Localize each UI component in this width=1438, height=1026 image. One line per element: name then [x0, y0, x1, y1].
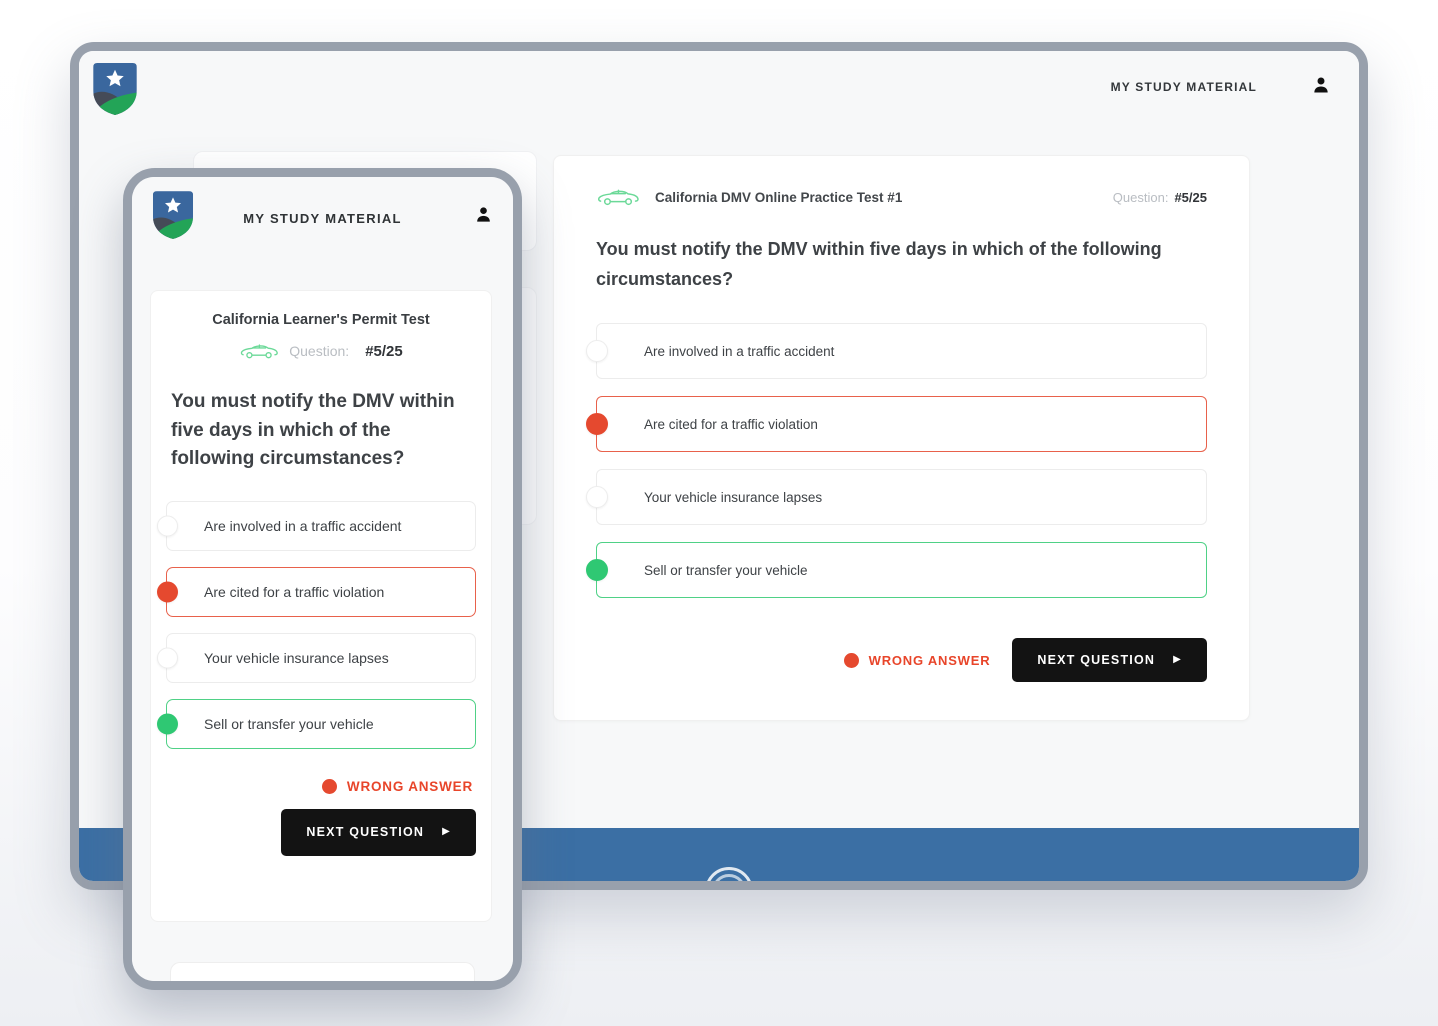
wrong-answer-dot-icon: [322, 779, 337, 794]
shield-star-logo-icon: [92, 62, 138, 116]
answer-option[interactable]: [166, 699, 476, 749]
car-icon: [596, 186, 640, 208]
answer-option-label: Are cited for a traffic violation: [644, 416, 818, 432]
radio-indicator: [157, 515, 178, 536]
radio-indicator: [586, 559, 608, 581]
radio-indicator: [157, 581, 178, 602]
shield-star-logo-icon: [152, 190, 194, 240]
next-question-label: NEXT QUESTION: [306, 825, 425, 839]
play-arrow-icon: ▶: [1173, 654, 1182, 666]
footer-rings-icon: [705, 867, 753, 881]
answer-option[interactable]: [166, 567, 476, 617]
question-text: You must notify the DMV within five days in which of the following circumstances?: [596, 239, 1162, 289]
test-info: [596, 186, 902, 208]
quiz-topbar: [596, 186, 1207, 208]
car-icon: [239, 341, 279, 361]
answer-option-label: Are involved in a traffic accident: [644, 343, 835, 359]
answer-option[interactable]: [596, 542, 1207, 598]
options-list: [596, 323, 1207, 598]
quiz-card: [553, 155, 1250, 721]
person-icon: [1311, 75, 1331, 95]
account-icon[interactable]: [474, 205, 493, 229]
wrong-answer-dot-icon: [844, 653, 859, 668]
answer-option-label: Your vehicle insurance lapses: [644, 489, 823, 505]
next-question-button[interactable]: [1012, 638, 1207, 682]
answer-option-label: Are involved in a traffic accident: [204, 517, 402, 534]
next-question-button[interactable]: [281, 809, 476, 856]
test-title: California Learner's Permit Test: [212, 312, 430, 328]
answer-option[interactable]: [596, 323, 1207, 379]
test-title: California DMV Online Practice Test #1: [655, 189, 903, 205]
play-arrow-icon: ▶: [442, 826, 451, 837]
question-label: Question:: [289, 343, 350, 359]
options-list: [166, 501, 476, 749]
next-card-preview: [170, 962, 475, 981]
phone-screen: [132, 177, 513, 981]
answer-option-label: Are cited for a traffic violation: [204, 583, 385, 600]
question-label: Question:: [1112, 189, 1169, 205]
answer-option-label: Sell or transfer your vehicle: [204, 715, 374, 732]
nav-my-study-material[interactable]: MY STUDY MATERIAL: [1110, 80, 1257, 94]
quiz-card: [150, 290, 492, 922]
answer-option[interactable]: [596, 396, 1207, 452]
next-question-label: NEXT QUESTION: [1037, 653, 1156, 668]
question-text: You must notify the DMV within five days in which of the following circumstances?: [171, 391, 455, 469]
brand-logo[interactable]: [92, 62, 138, 116]
question-number: #5/25: [1174, 189, 1207, 205]
question-progress: [1113, 190, 1207, 205]
answer-option-label: Your vehicle insurance lapses: [204, 649, 389, 666]
phone-frame: [123, 168, 522, 990]
feedback-wrong-answer: [169, 779, 473, 794]
answer-option-label: Sell or transfer your vehicle: [644, 562, 808, 578]
radio-indicator: [157, 713, 178, 734]
radio-indicator: [586, 340, 608, 362]
radio-indicator: [157, 647, 178, 668]
quiz-footer: [596, 638, 1207, 682]
feedback-label: WRONG ANSWER: [346, 778, 473, 794]
question-progress: [151, 341, 491, 361]
feedback-label: WRONG ANSWER: [868, 652, 991, 668]
question-number: #5/25: [365, 342, 403, 360]
radio-indicator: [586, 413, 608, 435]
answer-option[interactable]: [596, 469, 1207, 525]
nav-my-study-material[interactable]: MY STUDY MATERIAL: [243, 211, 402, 226]
person-icon: [474, 205, 493, 224]
feedback-wrong-answer: [844, 653, 991, 668]
radio-indicator: [586, 486, 608, 508]
answer-option[interactable]: [166, 501, 476, 551]
answer-option[interactable]: [166, 633, 476, 683]
account-icon[interactable]: [1311, 75, 1331, 100]
brand-logo[interactable]: [152, 190, 194, 240]
